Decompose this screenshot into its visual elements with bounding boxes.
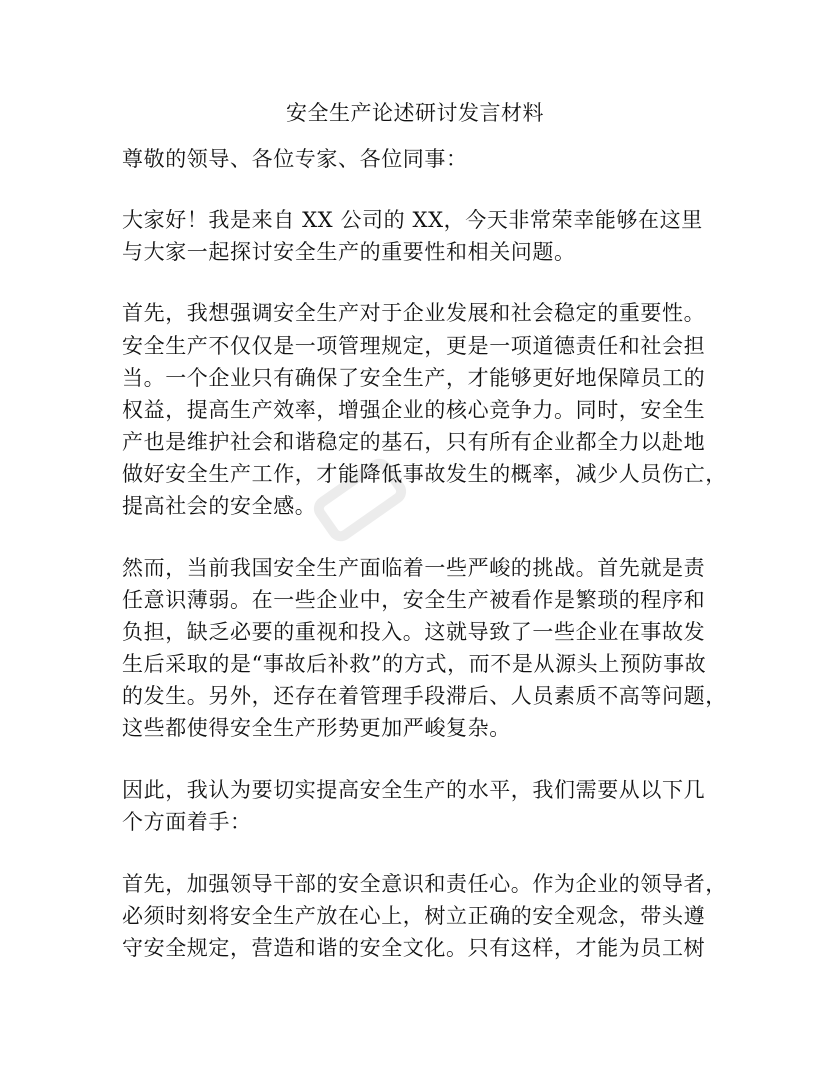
- text-line: 与大家一起探讨安全生产的重要性和相关问题。: [122, 240, 576, 264]
- text-line: 权益，提高生产效率，增强企业的核心竞争力。同时，安全生: [122, 398, 706, 422]
- text-line: 因此，我认为要切实提高安全生产的水平，我们需要从以下几: [122, 778, 706, 802]
- text-line: 个方面着手：: [122, 810, 252, 834]
- text-line: 负担，缺乏必要的重视和投入。这就导致了一些企业在事故发: [122, 620, 706, 644]
- text-line: 这些都使得安全生产形势更加严峻复杂。: [122, 716, 511, 740]
- text-line: 产也是维护社会和谐稳定的基石，只有所有企业都全力以赴地: [122, 430, 706, 454]
- text-line: 大家好！我是来自 XX 公司的 XX，今天非常荣幸能够在这里: [122, 208, 703, 232]
- text-line: 然而，当前我国安全生产面临着一些严峻的挑战。首先就是责: [122, 556, 706, 580]
- text-line: 提高社会的安全感。: [122, 494, 317, 518]
- text-line: 首先，我想强调安全生产对于企业发展和社会稳定的重要性。: [122, 301, 706, 325]
- text-line: 必须时刻将安全生产放在心上，树立正确的安全观念，带头遵: [122, 904, 706, 928]
- text-line: 安全生产不仅仅是一项管理规定，更是一项道德责任和社会担: [122, 334, 706, 358]
- text-line: 生后采取的是“事故后补救”的方式，而不是从源头上预防事故: [122, 652, 707, 676]
- salutation-line: 尊敬的领导、各位专家、各位同事：: [122, 147, 468, 171]
- document-title: 安全生产论述研讨发言材料: [286, 101, 544, 125]
- text-line: 任意识薄弱。在一些企业中，安全生产被看作是繁琐的程序和: [122, 588, 706, 612]
- text-line: 当。一个企业只有确保了安全生产，才能够更好地保障员工的: [122, 366, 706, 390]
- text-line: 做好安全生产工作，才能降低事故发生的概率，减少人员伤亡，: [122, 462, 727, 486]
- text-line: 守安全规定，营造和谐的安全文化。只有这样，才能为员工树: [122, 936, 706, 960]
- text-line: 首先，加强领导干部的安全意识和责任心。作为企业的领导者，: [122, 872, 727, 896]
- text-line: 的发生。另外，还存在着管理手段滞后、人员素质不高等问题，: [122, 684, 727, 708]
